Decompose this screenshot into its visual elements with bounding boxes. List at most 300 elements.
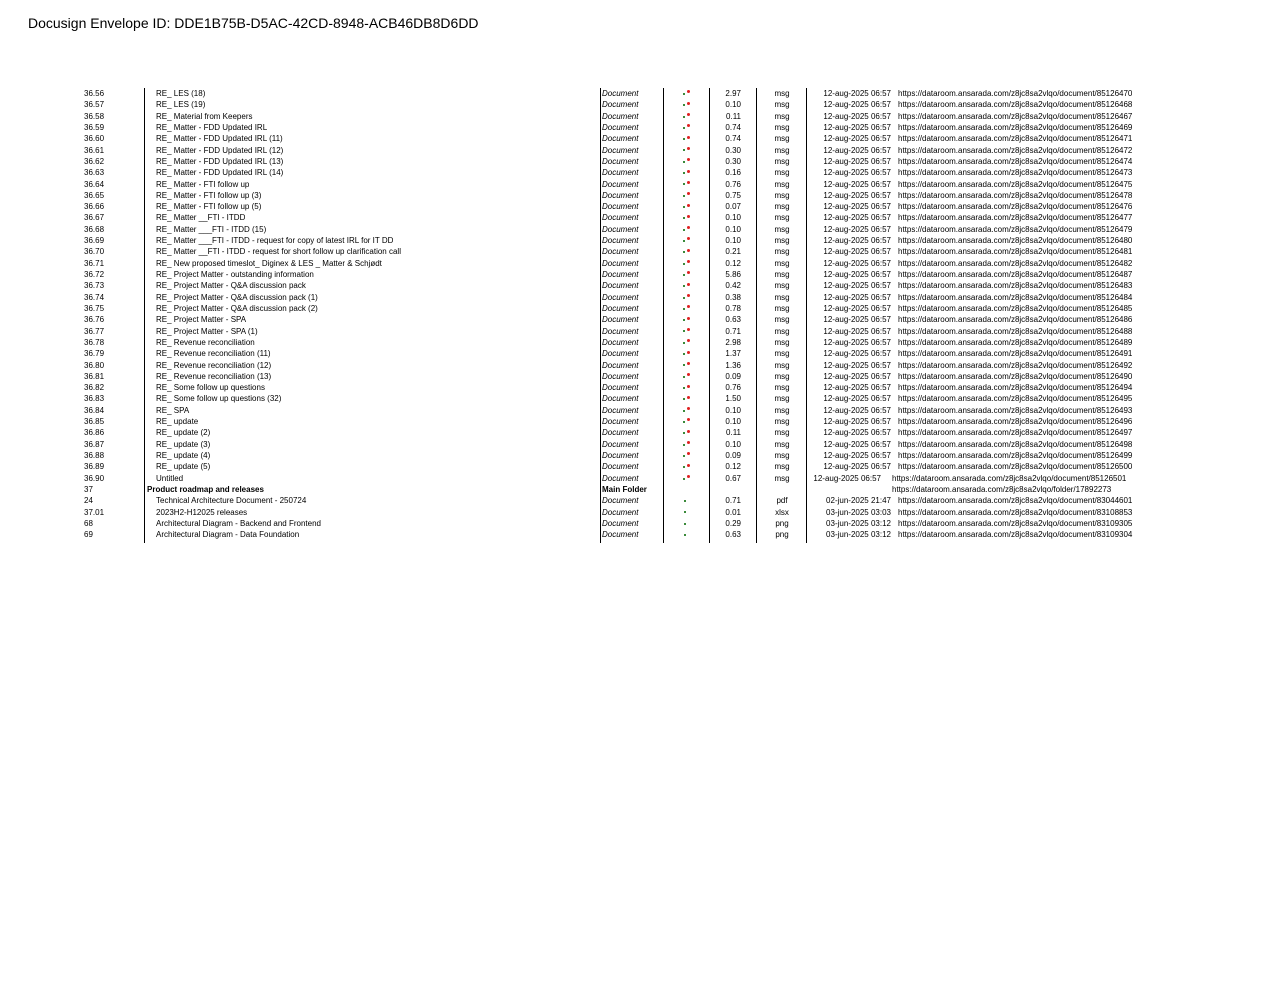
document-index-table [0, 88, 1272, 541]
red-dot-icon [687, 385, 690, 388]
file-extension: msg [774, 462, 790, 472]
document-type: Document [602, 213, 639, 223]
file-extension: msg [774, 337, 790, 347]
envelope-id-header: Docusign Envelope ID: DDE1B75B-D5AC-42CD-8948-ACB46DB8D6DD [28, 15, 479, 31]
document-name: RE_ Matter - FDD Updated IRL (11) [156, 134, 283, 144]
document-type: Document [602, 111, 639, 121]
document-name: RE_ Revenue reconciliation (13) [156, 371, 272, 381]
row-number: 36.76 [84, 315, 105, 325]
file-extension: msg [774, 111, 790, 121]
red-dot-icon [687, 260, 690, 263]
table-row [0, 179, 1272, 190]
upload-date: 12-aug-2025 06:57 [823, 462, 891, 472]
file-size: 0.10 [725, 439, 741, 449]
status-icon [676, 212, 696, 223]
upload-date: 12-aug-2025 06:57 [823, 349, 891, 359]
file-size: 0.10 [725, 417, 741, 427]
document-link[interactable]: https://dataroom.ansarada.com/z8jc8sa2vlqo/document/85126474 [898, 156, 1133, 166]
table-row [0, 473, 1272, 484]
document-link[interactable]: https://dataroom.ansarada.com/z8jc8sa2vlqo/document/85126475 [898, 179, 1133, 189]
upload-date: 12-aug-2025 06:57 [813, 473, 881, 483]
file-extension: msg [774, 145, 790, 155]
table-row [0, 212, 1272, 223]
file-size: 0.78 [725, 303, 741, 313]
table-row [0, 405, 1272, 416]
file-size: 0.63 [725, 530, 741, 540]
document-name: RE_ Project Matter - Q&A discussion pack [156, 281, 306, 291]
red-dot-icon [687, 339, 690, 342]
upload-date: 12-aug-2025 06:57 [823, 281, 891, 291]
status-icon [676, 156, 696, 167]
red-dot-icon [687, 226, 690, 229]
status-icon [676, 111, 696, 122]
document-link[interactable]: https://dataroom.ansarada.com/z8jc8sa2vlqo/document/85126498 [898, 439, 1133, 449]
file-extension: png [775, 518, 789, 528]
document-link[interactable]: https://dataroom.ansarada.com/z8jc8sa2vlqo/document/85126486 [898, 315, 1133, 325]
file-extension: msg [774, 89, 790, 98]
red-dot-icon [687, 181, 690, 184]
document-name: 2023H2-H12025 releases [156, 507, 248, 517]
document-type: Document [602, 496, 639, 506]
file-size: 0.09 [725, 451, 741, 460]
document-link[interactable]: https://dataroom.ansarada.com/z8jc8sa2vlqo/document/85126469 [898, 122, 1133, 132]
file-extension: xlsx [775, 507, 789, 517]
document-link[interactable]: https://dataroom.ansarada.com/z8jc8sa2vlqo/document/85126499 [898, 451, 1133, 460]
status-icon [676, 507, 696, 518]
file-size: 0.63 [725, 315, 741, 325]
red-dot-icon [687, 294, 690, 297]
file-size: 0.74 [725, 122, 741, 132]
red-dot-icon [687, 170, 690, 173]
file-size: 0.12 [725, 258, 741, 268]
document-name: Architectural Diagram - Backend and Frontend [156, 518, 321, 528]
document-type: Document [602, 190, 639, 200]
file-size: 0.21 [725, 247, 741, 257]
row-number: 36.61 [84, 145, 105, 155]
file-extension: msg [774, 100, 790, 110]
upload-date: 12-aug-2025 06:57 [823, 315, 891, 325]
file-extension: msg [774, 371, 790, 381]
red-dot-icon [687, 215, 690, 218]
row-number: 36.81 [84, 371, 105, 381]
row-number: 36.64 [84, 179, 105, 189]
document-type: Document [602, 145, 639, 155]
status-icon [676, 246, 696, 257]
green-dot-icon [683, 229, 685, 231]
document-type: Document [602, 303, 639, 313]
document-link[interactable]: https://dataroom.ansarada.com/z8jc8sa2vlqo/document/83109304 [898, 530, 1133, 540]
document-link[interactable]: https://dataroom.ansarada.com/z8jc8sa2vlqo/document/85126490 [898, 371, 1133, 381]
table-row [0, 393, 1272, 404]
document-link[interactable]: https://dataroom.ansarada.com/z8jc8sa2vlqo/document/85126477 [898, 213, 1133, 223]
row-number: 36.58 [84, 111, 105, 121]
upload-date: 12-aug-2025 06:57 [823, 134, 891, 144]
file-size: 0.11 [726, 428, 741, 438]
document-link[interactable]: https://dataroom.ansarada.com/z8jc8sa2vlqo/document/85126467 [898, 111, 1133, 121]
document-type: Document [602, 315, 639, 325]
row-number: 36.79 [84, 349, 105, 359]
document-type: Document [602, 371, 639, 381]
upload-date: 02-jun-2025 21:47 [826, 496, 891, 506]
green-dot-icon [683, 478, 685, 480]
document-type: Document [602, 394, 639, 404]
document-type: Document [602, 122, 639, 132]
document-link[interactable]: https://dataroom.ansarada.com/z8jc8sa2vlqo/document/85126471 [898, 134, 1133, 144]
row-number: 36.75 [84, 303, 105, 313]
red-dot-icon [687, 90, 690, 93]
document-type: Document [602, 134, 639, 144]
document-name: Technical Architecture Document - 250724 [156, 496, 307, 506]
document-link[interactable]: https://dataroom.ansarada.com/z8jc8sa2vlqo/document/85126496 [898, 417, 1133, 427]
row-number: 36.60 [84, 134, 105, 144]
document-link[interactable]: https://dataroom.ansarada.com/z8jc8sa2vlqo/document/85126488 [898, 326, 1133, 336]
table-row [0, 201, 1272, 212]
document-name: RE_ Matter - FTI follow up [156, 179, 250, 189]
red-dot-icon [687, 136, 690, 139]
file-size: 0.74 [725, 134, 741, 144]
red-dot-icon [687, 147, 690, 150]
file-size: 0.10 [725, 224, 741, 234]
file-extension: msg [774, 156, 790, 166]
row-number: 36.72 [84, 270, 105, 279]
document-link[interactable]: https://dataroom.ansarada.com/z8jc8sa2vlqo/document/85126497 [898, 428, 1133, 438]
table-row [0, 371, 1272, 382]
table-row [0, 269, 1272, 280]
table-row [0, 461, 1272, 472]
row-number: 36.68 [84, 224, 105, 234]
green-dot-icon [683, 387, 685, 389]
document-name: RE_ Project Matter - Q&A discussion pack (1) [156, 292, 318, 302]
document-link[interactable]: https://dataroom.ansarada.com/z8jc8sa2vlqo/document/85126484 [898, 292, 1133, 302]
document-link[interactable]: https://dataroom.ansarada.com/z8jc8sa2vlqo/document/85126468 [898, 100, 1133, 110]
table-row [0, 529, 1272, 540]
document-link[interactable]: https://dataroom.ansarada.com/z8jc8sa2vlqo/document/83109305 [898, 518, 1133, 528]
red-dot-icon [687, 475, 690, 478]
document-link[interactable]: https://dataroom.ansarada.com/z8jc8sa2vlqo/document/85126481 [898, 247, 1133, 257]
red-dot-icon [687, 351, 690, 354]
file-extension: msg [774, 122, 790, 132]
document-link[interactable]: https://dataroom.ansarada.com/z8jc8sa2vlqo/document/85126473 [898, 168, 1133, 178]
upload-date: 12-aug-2025 06:57 [823, 405, 891, 415]
upload-date: 12-aug-2025 06:57 [823, 168, 891, 178]
document-name: RE_ Matter - FDD Updated IRL (14) [156, 168, 284, 178]
file-size: 2.98 [725, 337, 741, 347]
row-number: 36.70 [84, 247, 105, 257]
document-link[interactable]: https://dataroom.ansarada.com/z8jc8sa2vlqo/document/85126494 [898, 383, 1133, 393]
upload-date: 12-aug-2025 06:57 [823, 371, 891, 381]
file-size: 0.30 [725, 156, 741, 166]
table-row [0, 111, 1272, 122]
upload-date: 12-aug-2025 06:57 [823, 145, 891, 155]
green-dot-icon [683, 376, 685, 378]
file-extension: msg [774, 439, 790, 449]
table-row [0, 360, 1272, 371]
red-dot-icon [687, 441, 690, 444]
upload-date: 12-aug-2025 06:57 [823, 326, 891, 336]
status-icon [676, 292, 696, 303]
table-row [0, 122, 1272, 133]
file-size: 1.37 [725, 349, 741, 359]
document-link[interactable]: https://dataroom.ansarada.com/z8jc8sa2vlqo/document/85126482 [898, 258, 1133, 268]
row-number: 69 [84, 530, 93, 540]
row-number: 36.59 [84, 122, 105, 132]
document-link[interactable]: https://dataroom.ansarada.com/z8jc8sa2vlqo/document/85126483 [898, 281, 1133, 291]
row-number: 36.86 [84, 428, 105, 438]
document-type: Document [602, 247, 639, 257]
document-type: Document [602, 428, 639, 438]
file-size: 0.38 [725, 292, 741, 302]
document-name: RE_ Matter ___FTI - ITDD - request for copy of latest IRL for IT DD [156, 236, 394, 246]
document-type: Document [602, 417, 639, 427]
document-link[interactable]: https://dataroom.ansarada.com/z8jc8sa2vlqo/document/85126493 [898, 405, 1133, 415]
file-size: 0.76 [725, 383, 741, 393]
red-dot-icon [687, 328, 690, 331]
document-type: Document [602, 518, 639, 528]
status-icon [676, 427, 696, 438]
green-dot-icon [683, 455, 685, 457]
document-name: RE_ Matter __FTI - ITDD - request for short follow up clarification call [156, 247, 401, 257]
file-extension: msg [774, 281, 790, 291]
status-icon [676, 529, 696, 540]
row-number: 36.67 [84, 213, 105, 223]
document-name: RE_ update (5) [156, 462, 211, 472]
green-dot-icon [683, 263, 685, 265]
table-row [0, 439, 1272, 450]
file-extension: msg [774, 134, 790, 144]
green-dot-icon [684, 500, 686, 502]
upload-date: 12-aug-2025 06:57 [823, 179, 891, 189]
green-dot-icon [683, 444, 685, 446]
document-type: Document [602, 507, 639, 517]
upload-date: 12-aug-2025 06:57 [823, 247, 891, 257]
table-row [0, 235, 1272, 246]
file-size: 0.76 [725, 179, 741, 189]
green-dot-icon [683, 364, 685, 366]
document-link[interactable]: https://dataroom.ansarada.com/z8jc8sa2vlqo/document/83044601 [898, 496, 1133, 506]
green-dot-icon [684, 511, 686, 513]
row-number: 36.90 [84, 473, 105, 483]
file-extension: msg [774, 247, 790, 257]
red-dot-icon [687, 124, 690, 127]
document-type: Document [602, 156, 639, 166]
document-link[interactable]: https://dataroom.ansarada.com/z8jc8sa2vlqo/document/85126476 [898, 202, 1133, 212]
file-extension: msg [774, 326, 790, 336]
document-type: Document [602, 326, 639, 336]
file-size: 0.09 [725, 371, 741, 381]
file-size: 1.50 [725, 394, 741, 404]
document-link[interactable]: https://dataroom.ansarada.com/z8jc8sa2vlqo/document/85126495 [898, 394, 1133, 404]
status-icon [676, 439, 696, 450]
status-icon [676, 201, 696, 212]
upload-date: 12-aug-2025 06:57 [823, 111, 891, 121]
upload-date: 12-aug-2025 06:57 [823, 383, 891, 393]
document-link[interactable]: https://dataroom.ansarada.com/z8jc8sa2vlqo/document/85126478 [898, 190, 1133, 200]
file-size: 0.42 [725, 281, 741, 291]
table-row [0, 167, 1272, 178]
document-type: Document [602, 236, 639, 246]
upload-date: 03-jun-2025 03:12 [826, 518, 891, 528]
upload-date: 12-aug-2025 06:57 [823, 428, 891, 438]
document-link[interactable]: https://dataroom.ansarada.com/z8jc8sa2vlqo/document/85126479 [898, 224, 1133, 234]
file-extension: msg [774, 258, 790, 268]
file-extension: msg [774, 224, 790, 234]
upload-date: 12-aug-2025 06:57 [823, 337, 891, 347]
green-dot-icon [683, 297, 685, 299]
document-link[interactable]: https://dataroom.ansarada.com/z8jc8sa2vlqo/folder/17892273 [892, 484, 1112, 494]
upload-date: 12-aug-2025 06:57 [823, 303, 891, 313]
green-dot-icon [683, 104, 685, 106]
table-row [0, 145, 1272, 156]
file-extension: msg [774, 383, 790, 393]
table-row [0, 303, 1272, 314]
upload-date: 12-aug-2025 06:57 [823, 156, 891, 166]
upload-date: 12-aug-2025 06:57 [823, 360, 891, 370]
document-type: Document [602, 360, 639, 370]
red-dot-icon [687, 464, 690, 467]
status-icon [676, 337, 696, 348]
document-link[interactable]: https://dataroom.ansarada.com/z8jc8sa2vlqo/document/85126489 [898, 337, 1133, 347]
row-number: 36.65 [84, 190, 105, 200]
upload-date: 12-aug-2025 06:57 [823, 224, 891, 234]
green-dot-icon [683, 432, 685, 434]
status-icon [676, 145, 696, 156]
green-dot-icon [683, 330, 685, 332]
file-size: 0.16 [725, 168, 741, 178]
document-type: Document [602, 530, 639, 540]
red-dot-icon [687, 317, 690, 320]
row-number: 36.84 [84, 405, 105, 415]
document-name: RE_ SPA [156, 405, 190, 415]
row-number: 24 [84, 496, 93, 506]
green-dot-icon [683, 421, 685, 423]
table-row [0, 450, 1272, 461]
document-link[interactable]: https://dataroom.ansarada.com/z8jc8sa2vlqo/document/85126470 [898, 89, 1133, 98]
status-icon [676, 461, 696, 472]
status-icon [676, 190, 696, 201]
green-dot-icon [683, 308, 685, 310]
file-extension: msg [774, 236, 790, 246]
row-number: 36.77 [84, 326, 105, 336]
document-type: Document [602, 224, 639, 234]
document-name: Architectural Diagram - Data Foundation [156, 530, 300, 540]
green-dot-icon [683, 149, 685, 151]
document-name: Product roadmap and releases [147, 484, 264, 494]
document-link[interactable]: https://dataroom.ansarada.com/z8jc8sa2vlqo/document/85126487 [898, 270, 1133, 279]
green-dot-icon [683, 93, 685, 95]
row-number: 36.56 [84, 89, 105, 98]
document-link[interactable]: https://dataroom.ansarada.com/z8jc8sa2vlqo/document/85126485 [898, 303, 1133, 313]
status-icon [676, 167, 696, 178]
status-icon [676, 450, 696, 461]
document-name: RE_ Matter - FDD Updated IRL (12) [156, 145, 284, 155]
row-number: 36.80 [84, 360, 105, 370]
file-size: 0.10 [725, 100, 741, 110]
document-name: RE_ LES (19) [156, 100, 206, 110]
red-dot-icon [687, 249, 690, 252]
table-row [0, 292, 1272, 303]
green-dot-icon [683, 251, 685, 253]
status-icon [676, 382, 696, 393]
row-number: 36.71 [84, 258, 105, 268]
green-dot-icon [683, 274, 685, 276]
table-row [0, 382, 1272, 393]
table-row [0, 427, 1272, 438]
document-link[interactable]: https://dataroom.ansarada.com/z8jc8sa2vlqo/document/85126501 [892, 473, 1127, 483]
file-extension: msg [774, 168, 790, 178]
file-extension: msg [774, 417, 790, 427]
green-dot-icon [683, 398, 685, 400]
green-dot-icon [683, 217, 685, 219]
document-link[interactable]: https://dataroom.ansarada.com/z8jc8sa2vlqo/document/85126492 [898, 360, 1133, 370]
document-name: Untitled [156, 473, 184, 483]
file-size: 5.86 [725, 270, 741, 279]
document-name: RE_ Project Matter - outstanding information [156, 270, 314, 279]
table-row [0, 99, 1272, 110]
document-name: RE_ Matter - FDD Updated IRL [156, 122, 268, 132]
upload-date: 12-aug-2025 06:57 [823, 394, 891, 404]
status-icon [676, 360, 696, 371]
document-name: RE_ update [156, 417, 199, 427]
upload-date: 12-aug-2025 06:57 [823, 190, 891, 200]
row-number: 36.66 [84, 202, 105, 212]
row-number: 36.69 [84, 236, 105, 246]
green-dot-icon [683, 127, 685, 129]
document-name: RE_ update (4) [156, 451, 211, 460]
row-number: 36.57 [84, 100, 105, 110]
green-dot-icon [683, 353, 685, 355]
document-link[interactable]: https://dataroom.ansarada.com/z8jc8sa2vlqo/document/83108853 [898, 507, 1133, 517]
green-dot-icon [683, 161, 685, 163]
red-dot-icon [687, 452, 690, 455]
document-name: RE_ update (2) [156, 428, 211, 438]
file-extension: msg [774, 315, 790, 325]
upload-date: 12-aug-2025 06:57 [823, 202, 891, 212]
table-row [0, 224, 1272, 235]
status-icon [676, 122, 696, 133]
document-link[interactable]: https://dataroom.ansarada.com/z8jc8sa2vlqo/document/85126480 [898, 236, 1133, 246]
red-dot-icon [687, 204, 690, 207]
upload-date: 12-aug-2025 06:57 [823, 451, 891, 460]
file-extension: png [775, 530, 789, 540]
status-icon [676, 371, 696, 382]
row-number: 36.82 [84, 383, 105, 393]
green-dot-icon [683, 410, 685, 412]
status-icon [676, 133, 696, 144]
file-size: 1.36 [725, 360, 741, 370]
red-dot-icon [687, 396, 690, 399]
file-size: 0.71 [725, 326, 741, 336]
document-link[interactable]: https://dataroom.ansarada.com/z8jc8sa2vlqo/document/85126491 [898, 349, 1133, 359]
file-size: 0.67 [725, 473, 741, 483]
red-dot-icon [687, 192, 690, 195]
file-size: 0.30 [725, 145, 741, 155]
table-row [0, 280, 1272, 291]
file-extension: msg [774, 360, 790, 370]
row-number: 36.73 [84, 281, 105, 291]
document-link[interactable]: https://dataroom.ansarada.com/z8jc8sa2vlqo/document/85126500 [898, 462, 1133, 472]
status-icon [676, 348, 696, 359]
red-dot-icon [687, 113, 690, 116]
file-extension: msg [774, 190, 790, 200]
document-name: RE_ Matter - FTI follow up (5) [156, 202, 262, 212]
table-row [0, 495, 1272, 506]
document-link[interactable]: https://dataroom.ansarada.com/z8jc8sa2vlqo/document/85126472 [898, 145, 1133, 155]
upload-date: 12-aug-2025 06:57 [823, 417, 891, 427]
red-dot-icon [687, 283, 690, 286]
green-dot-icon [683, 466, 685, 468]
document-type: Document [602, 281, 639, 291]
file-size: 0.01 [725, 507, 741, 517]
